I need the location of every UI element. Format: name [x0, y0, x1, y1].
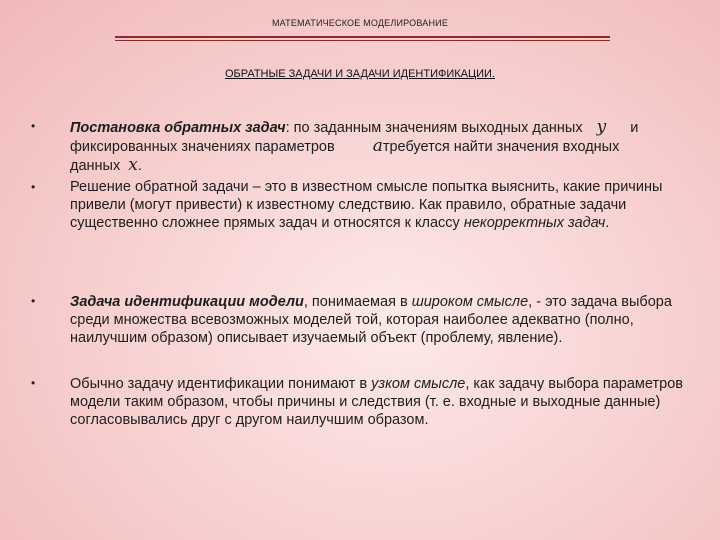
bullet-1-line-1: [70, 118, 692, 137]
header-rule-thick: [115, 36, 610, 38]
var-a: a: [372, 136, 383, 156]
slide-header: МАТЕМАТИЧЕСКОЕ МОДЕЛИРОВАНИЕ: [271, 18, 449, 28]
bullet-4-text: [70, 375, 690, 429]
bullet-1-text: [70, 118, 692, 175]
bullet-2-term: некорректных задач: [463, 215, 606, 231]
bullet-2-text: [70, 178, 670, 232]
bullet-1-line-2: [70, 137, 692, 156]
bullet-4-part-2: , как задачу выбора параметров модели таким образом, чтобы причины и следствия (т. е. входные и выходные данные) согласовывались друг с другом наилучшим образом.: [70, 376, 683, 428]
bullet-2-end: .: [605, 215, 610, 231]
var-x: x: [128, 155, 138, 175]
bullet-1-part-1: : по заданным значениям выходных данных: [285, 120, 583, 136]
bullet-dot-icon: •: [31, 294, 36, 308]
bullet-dot-icon: •: [31, 119, 36, 133]
bullet-3-term: Задача идентификации модели: [70, 294, 304, 310]
var-y: y: [596, 117, 607, 137]
bullet-2-body: Решение обратной задачи – это в известном смысле попытка выяснить, какие причины привели (могут привести) к известному следствию. Как правило, обратные задачи существенно сложнее прямых задач и относятся к классу: [70, 179, 663, 231]
slide-title: ОБРАТНЫЕ ЗАДАЧИ И ЗАДАЧИ ИДЕНТИФИКАЦИИ.: [224, 68, 496, 80]
bullet-3-part-2: , - это задача выбора среди множества всевозможных моделей той, которая наиболее адекватно (полно, наилучшим образом) описывает изучаемый объект (проблему, явление).: [70, 294, 672, 346]
bullet-dot-icon: •: [31, 180, 36, 194]
bullet-4-part-1: Обычно задачу идентификации понимают в: [70, 376, 372, 392]
header-rule-thin: [115, 40, 610, 41]
bullet-4-emphasis: узком смысле: [371, 376, 466, 392]
bullet-1-part-4: требуется найти значения входных: [382, 139, 620, 155]
bullet-1-term: Постановка обратных задач: [70, 120, 286, 136]
bullet-3-text: [70, 293, 685, 347]
bullet-3-emphasis: широком смысле: [411, 294, 529, 310]
bullet-1-part-3: фиксированных значениях параметров: [70, 139, 335, 155]
bullet-1-part-6: .: [137, 158, 142, 174]
bullet-1-part-5: данных: [70, 158, 121, 174]
bullet-1-line-3: [70, 156, 692, 175]
bullet-1-part-2: и: [630, 120, 639, 136]
bullet-dot-icon: •: [31, 376, 36, 390]
bullet-3-part-1: , понимаемая в: [303, 294, 412, 310]
